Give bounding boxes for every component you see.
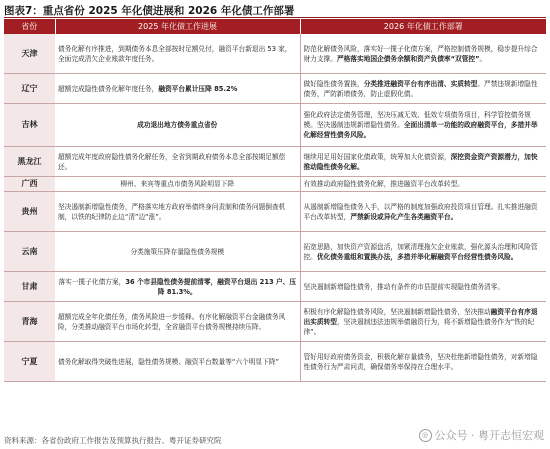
table-row <box>4 34 546 74</box>
text-segment: 分类施策压降存量隐性债务规模 <box>130 247 225 256</box>
text-segment: 严格落实地国企债务余额和资产负债率“双管控” <box>336 54 480 63</box>
source-note: 资料来源：各省份政府工作报告及预算执行报告、粤开证券研究院 <box>4 436 222 445</box>
province-cell: 天津 <box>4 34 55 74</box>
text-segment: 债务化解取得突破性进展，隐性债务规模、融资平台数量等“六个明显下降” <box>58 357 279 366</box>
plan-cell <box>300 192 546 232</box>
table-row <box>4 177 546 192</box>
text-segment: 严禁新设或异化产生各类融资平台。 <box>350 212 458 221</box>
header-plan: 2026 年化债工作部署 <box>300 19 546 34</box>
progress-cell <box>55 104 300 147</box>
plan-cell <box>300 232 546 272</box>
header-progress: 2025 年化债工作进展 <box>55 19 300 34</box>
province-cell: 广西 <box>4 177 55 192</box>
plan-cell <box>300 34 546 74</box>
wechat-icon: ◎ <box>419 429 432 442</box>
table-row <box>4 272 546 302</box>
table-row <box>4 302 546 342</box>
text-segment: 成功退出地方债务重点省份 <box>137 121 218 129</box>
text-segment: 继续用足用好国家化债政策，统筹加大化债资源， <box>303 152 451 161</box>
text-segment: 坚决遏制新增隐性债务，推动有条件的市县提前实现隐性债务清零。 <box>303 282 505 291</box>
figure-title: 图表7：重点省份 2025 年化债进展和 2026 年化债工作部署 <box>4 5 295 17</box>
header-province: 省份 <box>4 19 55 34</box>
text-segment: 分类推进融资平台有序出清、实质转型 <box>363 79 478 88</box>
table-row <box>4 192 546 232</box>
province-cell: 吉林 <box>4 104 55 147</box>
text-segment: 。 <box>479 54 487 63</box>
progress-cell <box>55 192 300 232</box>
province-cell: 辽宁 <box>4 74 55 104</box>
table-row <box>4 74 546 104</box>
watermark-text: 公众号 · 粤开志恒宏观 <box>434 429 544 442</box>
text-segment: 超额完成隐性债务化解年度任务， <box>58 84 159 93</box>
text-segment: 有效推动政府隐性债务化解，推进融资平台改革转型。 <box>303 180 464 188</box>
text-segment: ，坚决遏制违法违规举债融资行为，将不新增隐性债务作为“铁的纪律”。 <box>303 317 535 336</box>
progress-cell <box>55 177 300 192</box>
table-row <box>4 104 546 147</box>
table-row <box>4 232 546 272</box>
text-segment: 从遏制新增隐性债务入手，以严格的制度加强政府投资项目管理。扎实推进融资平台改革转型， <box>303 202 538 221</box>
watermark <box>419 427 545 443</box>
province-cell: 云南 <box>4 232 55 272</box>
text-segment: 做好隐性债务置换， <box>303 79 364 88</box>
plan-cell <box>300 147 546 177</box>
text-segment: 。严禁违规新增隐性债务，严防新增债务，防止虚假化债。 <box>303 79 538 98</box>
text-segment: 柳州、来宾等重点市债务风险明显下降 <box>120 180 235 188</box>
title-rule <box>4 17 546 18</box>
text-segment: 拓宽思路，加快资产资源盘活，加紧清理拖欠企业账款，强化源头治理和风险管控。 <box>303 242 538 261</box>
text-segment: 优化债务重组和置换办法，多措并举化解融资平台经营性债务风险。 <box>316 252 518 261</box>
text-segment: 管好用好政府债务资金，积极化解存量债务，坚决杜绝新增隐性债务，对新增隐性债务行为严肃问责，确保债务率保持在合理水平。 <box>303 352 538 371</box>
text-segment: 36 个市县隐性债务提前清零，融资平台退出 213 户、压降 81.3%。 <box>125 277 297 296</box>
text-segment: 积极有序化解隐性债务风险，坚决遏制新增隐性债务，坚决推动 <box>303 307 491 316</box>
text-segment: 债务化解有序推进，到期债务本息全部按时足额兑付，融资平台新退出 53 家，全面完成清欠企业账款年度任务。 <box>58 44 292 63</box>
text-segment: 融资平台累计压降 85.2% <box>158 84 238 93</box>
province-cell: 甘肃 <box>4 272 55 302</box>
table-row <box>4 342 546 382</box>
text-segment: 强化政府法定债务管理，坚决压减无效、低效专项债务项目，科学管控债务规模。坚决遏制违规新增隐性债务。 <box>303 111 531 129</box>
debt-progress-table <box>4 19 546 382</box>
progress-cell <box>55 147 300 177</box>
table-row <box>4 147 546 177</box>
text-segment: 坚决遏制新增隐性债务，严格落实地方政府举债终身问责制和债务问题倒查机制，以铁的纪律防止边“清”边“涨”。 <box>58 202 286 221</box>
progress-cell <box>55 302 300 342</box>
province-cell: 青海 <box>4 302 55 342</box>
text-segment: 超额完成全年化债任务，债务风险进一步缓释。有序化解融资平台金融债务风险，分类推动融资平台市场化转型，全省融资平台债务规模持续压降。 <box>58 312 286 331</box>
plan-cell <box>300 302 546 342</box>
text-segment: 深挖资金资产资源潜力，加快推动隐性债务化解。 <box>303 152 538 171</box>
progress-cell <box>55 34 300 74</box>
text-segment: 超额完成年度政府隐性债务化解任务，全省到期政府债务本息全部按期足额偿还。 <box>58 152 286 171</box>
text-segment: 防范化解债务风险，落实好一揽子化债方案，严格控制债务规模，稳步提升综合财力支撑。 <box>303 44 538 63</box>
plan-cell <box>300 104 546 147</box>
progress-cell <box>55 232 300 272</box>
text-segment: 落实一揽子化债方案， <box>58 277 126 286</box>
progress-cell <box>55 342 300 382</box>
text-segment: 融资平台有序退出实质转型 <box>303 307 538 326</box>
plan-cell <box>300 177 546 192</box>
progress-cell <box>55 74 300 104</box>
province-cell: 贵州 <box>4 192 55 232</box>
table-header-row <box>4 19 546 34</box>
text-segment: 全面出清单一功能的政府融资平台，多措并举化解经营性债务风险。 <box>303 121 538 139</box>
plan-cell <box>300 74 546 104</box>
plan-cell <box>300 342 546 382</box>
province-cell: 宁夏 <box>4 342 55 382</box>
progress-cell <box>55 272 300 302</box>
plan-cell <box>300 272 546 302</box>
province-cell: 黑龙江 <box>4 147 55 177</box>
